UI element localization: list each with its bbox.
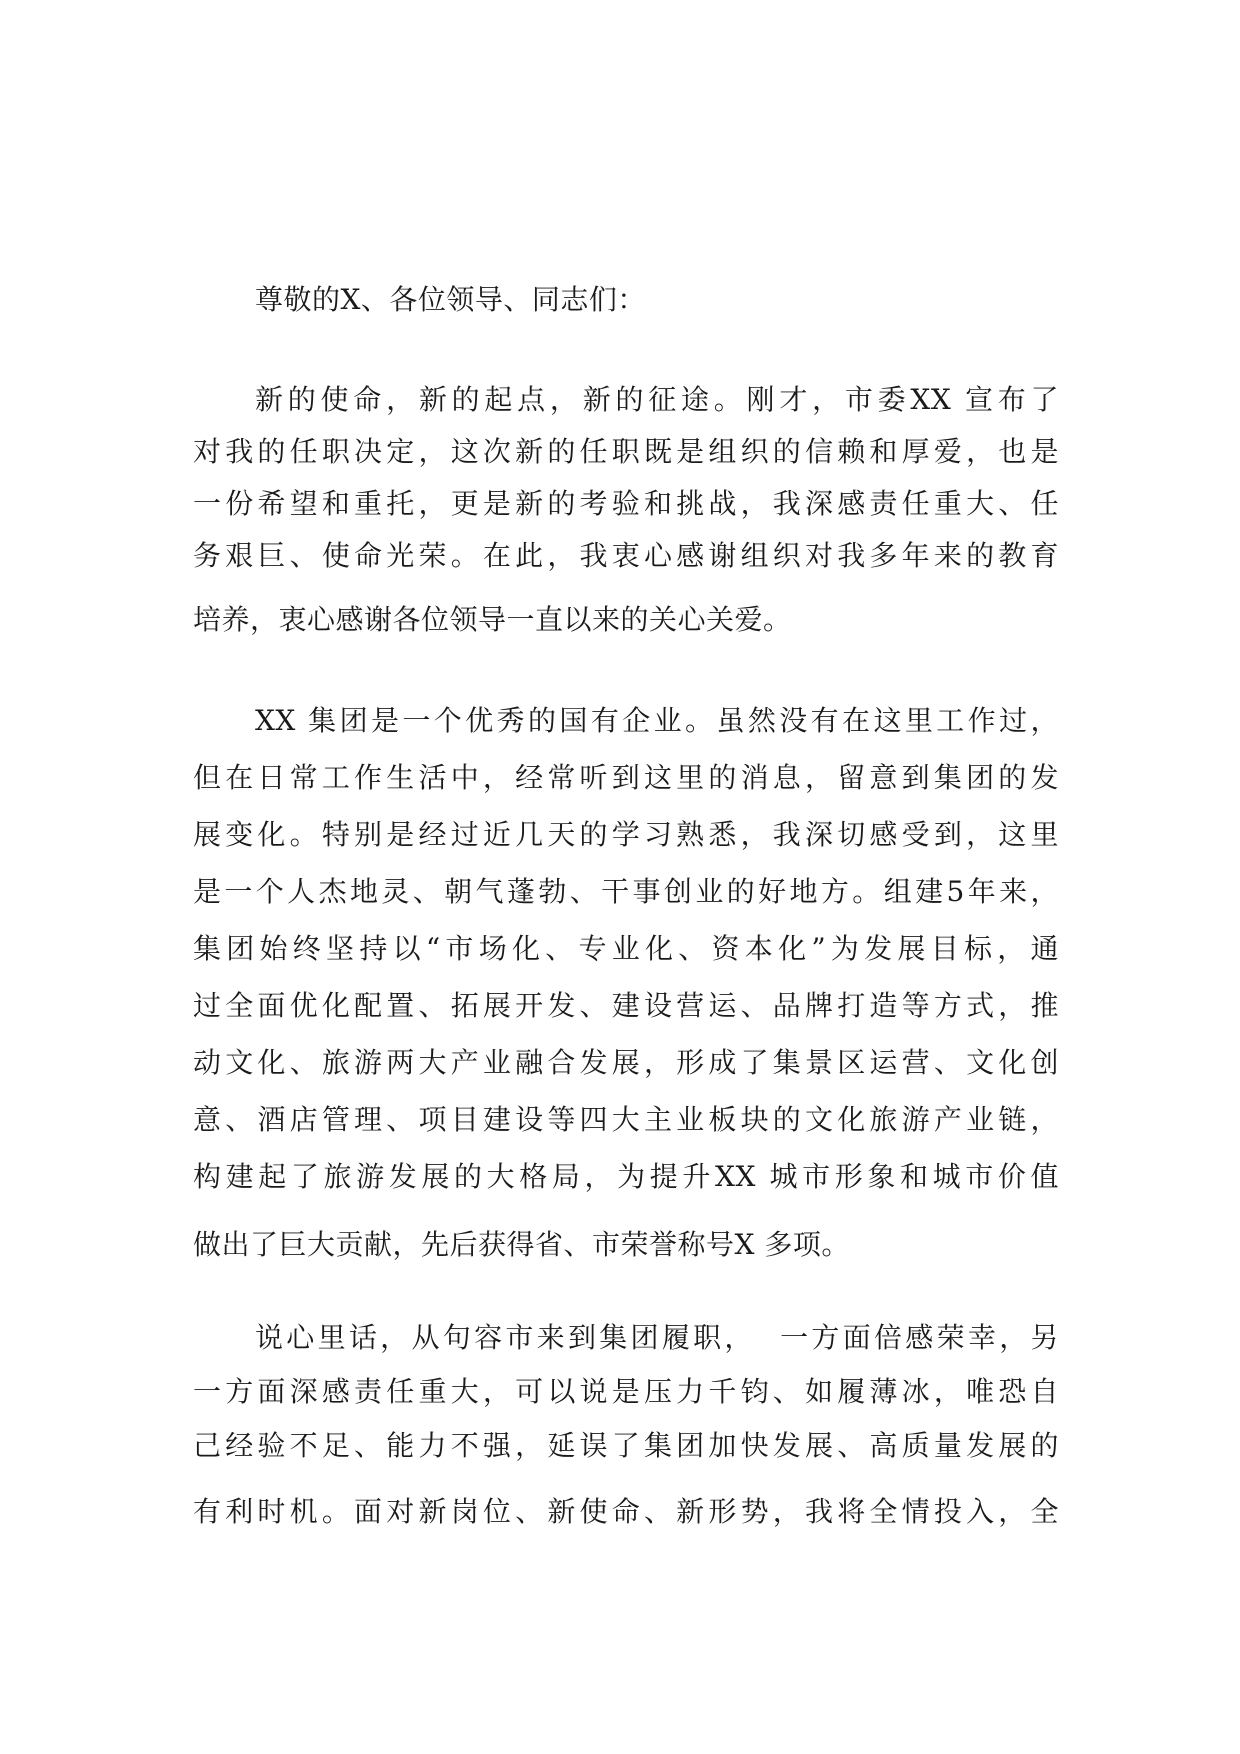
paragraph-1-line: 新的使命，新的起点，新的征途。刚才，市委XX 宣布了 xyxy=(255,383,1059,416)
paragraph-2-line: 过全面优化配置、拓展开发、建设营运、品牌打造等方式，推 xyxy=(193,989,1059,1022)
paragraph-2 xyxy=(193,692,1059,1273)
paragraph-2-line: XX 集团是一个优秀的国有企业。虽然没有在这里工作过， xyxy=(255,704,1059,737)
paragraph-1-line: 培养，衷心感谢各位领导一直以来的关心关爱。 xyxy=(193,603,792,636)
paragraph-2-line: 构建起了旅游发展的大格局，为提升XX 城市形象和城市价值 xyxy=(193,1160,1059,1193)
paragraph-1 xyxy=(193,374,1059,646)
salutation xyxy=(193,278,1059,318)
paragraph-3-line: 说心里话，从句容市来到集团履职， 一方面倍感荣幸，另 xyxy=(255,1321,1059,1354)
paragraph-3-line: 己经验不足、能力不强，延误了集团加快发展、高质量发展的 xyxy=(193,1429,1059,1462)
paragraph-3 xyxy=(193,1311,1059,1539)
paragraph-2-line: 动文化、旅游两大产业融合发展，形成了集景区运营、文化创 xyxy=(193,1046,1059,1079)
paragraph-1-line: 对我的任职决定，这次新的任职既是组织的信赖和厚爱，也是 xyxy=(193,435,1059,468)
paragraph-1-line: 一份希望和重托，更是新的考验和挑战，我深感责任重大、任 xyxy=(193,487,1059,520)
paragraph-1-line: 务艰巨、使命光荣。在此，我衷心感谢组织对我多年来的教育 xyxy=(193,539,1059,572)
paragraph-2-line: 做出了巨大贡献，先后获得省、市荣誉称号X 多项。 xyxy=(193,1228,850,1261)
paragraph-2-line: 是一个人杰地灵、朝气蓬勃、干事创业的好地方。组建5年来， xyxy=(193,875,1059,908)
paragraph-2-line: 意、酒店管理、项目建设等四大主业板块的文化旅游产业链， xyxy=(193,1103,1059,1136)
salutation-text: 尊敬的X、各位领导、同志们： xyxy=(255,283,646,316)
paragraph-3-line: 一方面深感责任重大，可以说是压力千钧、如履薄冰，唯恐自 xyxy=(193,1375,1059,1408)
paragraph-3-line: 有利时机。面对新岗位、新使命、新形势，我将全情投入，全 xyxy=(193,1495,1059,1528)
paragraph-2-line: 展变化。特别是经过近几天的学习熟悉，我深切感受到，这里 xyxy=(193,818,1059,851)
paragraph-2-line: 集团始终坚持以“市场化、专业化、资本化”为发展目标，通 xyxy=(193,932,1059,965)
paragraph-2-line: 但在日常工作生活中，经常听到这里的消息，留意到集团的发 xyxy=(193,761,1059,794)
